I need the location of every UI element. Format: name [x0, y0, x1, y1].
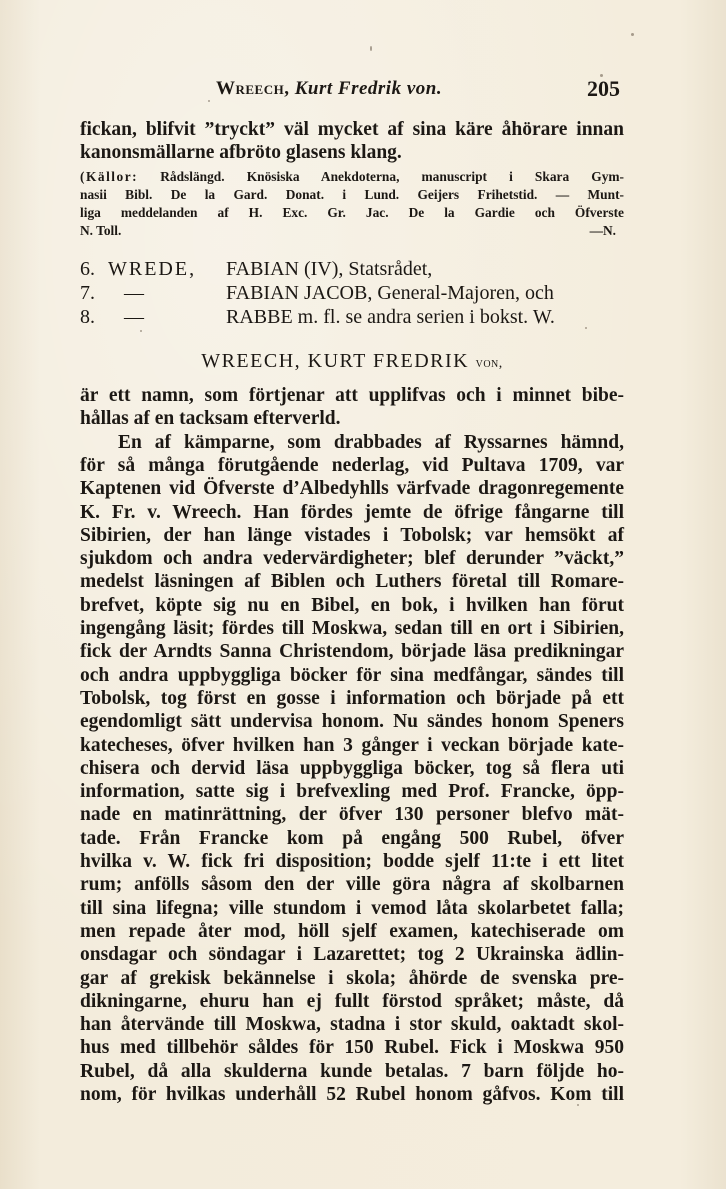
body-line: onsdagar och söndagar i Lazarettet; tog 2 Ukrainska ädlin-: [80, 944, 624, 966]
running-head-title: [216, 78, 442, 100]
sources-label: (Källor:: [80, 169, 139, 184]
body-line: han återvände till Moskwa, stadna i stor skuld, oaktadt skol-: [80, 1014, 624, 1036]
body-line: är ett namn, som förtjenar att upplifvas och i minnet bibe-: [80, 385, 624, 406]
entry-surname: WREDE,: [108, 258, 197, 280]
article-title-suffix: von,: [475, 356, 503, 371]
sources-line: nasii Bibl. De la Gard. Donat. i Lund. Geijers Frihetstid. — Munt-: [80, 187, 624, 202]
entry-text: RABBE m. fl. se andra serien i bokst. W.: [226, 306, 555, 328]
body-line: fick der Arndts Sanna Christendom, började läsa predikningar: [80, 641, 624, 663]
entry-number: 8.: [80, 306, 95, 328]
body-line: Sibirien, der han länge vistades i Tobolsk; var hemsökt af: [80, 524, 624, 546]
list-item: [80, 305, 555, 329]
sources-line: [80, 168, 624, 185]
body-line: Rubel, då alla skulderna kunde betalas. 7 barn följde ho-: [80, 1060, 624, 1082]
sources-text: Rådslängd. Knösiska Anekdoterna, manuscript i Skara Gym-: [138, 169, 624, 184]
running-header: [80, 76, 624, 106]
entry-surname: —: [124, 306, 144, 328]
paper-speck: [600, 74, 603, 77]
sources-line-last: N. Toll.: [80, 223, 122, 238]
body-line: K. Fr. v. Wreech. Han fördes jemte de öfrige fångarne till: [80, 501, 624, 523]
paper-speck: [577, 1104, 579, 1106]
body-line: nom, för hvilkas underhåll 52 Rubel honom gåfvos. Kom till: [80, 1084, 624, 1105]
body-line: medelst läsningen af Biblen och Luthers företal till Romare-: [80, 571, 624, 593]
body-line: hvilka v. W. fick fri disposition; bodde sjelf 11:te i ett litet: [80, 851, 624, 872]
entry-text: FABIAN (IV), Statsrådet,: [226, 258, 433, 280]
body-line: chisera och dervid läsa uppbyggliga böcker, tog så flera uti: [80, 757, 624, 779]
entry-surname: —: [124, 282, 144, 304]
body-line: Kaptenen vid Öfverste d’Albedyhlls värfvade dragonregemente: [80, 478, 624, 500]
article-title-name: WREECH, KURT FREDRIK: [201, 350, 470, 372]
running-head-given-names: Kurt Fredrik von.: [294, 78, 443, 99]
body-line: brefvet, köpte sig nu en Bibel, en bok, i hvilken han förut: [80, 594, 624, 616]
paper-speck: [208, 100, 210, 102]
body-line: gar af grekisk bekännelse i skola; åhörde de svenska pre-: [80, 967, 624, 989]
running-head-surname: Wreech,: [216, 78, 290, 99]
body-line: kanonsmällarne afbröto glasens klang.: [80, 142, 402, 163]
article-title: [80, 350, 624, 373]
body-line: ingengång läsit; fördes till Moskwa, sedan till en ort i Sibirien,: [80, 618, 624, 639]
body-line: rum; anfölls såsom den der ville göra några af skolbarnen: [80, 874, 624, 896]
sources-signature: —N.: [589, 223, 616, 238]
paper-speck: [140, 330, 142, 332]
body-line: information, satte sig i brefvexling med Prof. Francke, öpp-: [80, 781, 624, 803]
page-number: 205: [587, 76, 620, 101]
body-line: tade. Från Francke kom på engång 500 Rubel, öfver: [80, 827, 624, 849]
body-line: fickan, blifvit ”tryckt” väl mycket af sina käre åhörare innan: [80, 119, 624, 140]
body-line: och andra uppbyggliga böcker för sina medfångar, sändes till: [80, 664, 624, 686]
body-line: dikningarne, ehuru han ej fullt förstod språket; måste, då: [80, 990, 624, 1012]
entry-number: 7.: [80, 282, 95, 304]
body-line: En af kämparne, som drabbades af Ryssarnes hämnd,: [118, 431, 624, 453]
paper-speck: [585, 327, 587, 329]
paper-speck: [631, 33, 634, 36]
body-line: katecheses, öfver hvilken han 3 gånger i veckan började kate-: [80, 734, 624, 756]
entry-number: 6.: [80, 258, 95, 280]
paper-speck: [370, 46, 372, 51]
list-item: [80, 281, 554, 305]
body-line: men repade åter mod, höll sjelf examen, katechiserade om: [80, 920, 624, 942]
body-line: hållas af en tacksam efterverld.: [80, 408, 341, 430]
body-line: Tobolsk, tog först en gosse i information och började på ett: [80, 687, 624, 709]
body-line: nade en matinrättning, der öfver 130 personer blefvo mät-: [80, 804, 624, 826]
body-line: egendomligt sätt undervisa honom. Nu sändes honom Speners: [80, 711, 624, 733]
body-line: till sina lifegna; ville stundom i vemod låta skolarbetet falla;: [80, 897, 624, 919]
body-line: hus med tillbehör såldes för 150 Rubel. Fick i Moskwa 950: [80, 1037, 624, 1059]
body-line: för så många förutgående nederlag, vid Pultava 1709, var: [80, 454, 624, 476]
entry-text: FABIAN JACOB, General-Majoren, och: [226, 282, 554, 304]
sources-line: liga meddelanden af H. Exc. Gr. Jac. De la Gardie och Öfverste: [80, 205, 624, 220]
list-item: [80, 257, 432, 281]
body-line: sjukdom och andra vedervärdigheter; blef derunder ”väckt,”: [80, 548, 624, 570]
